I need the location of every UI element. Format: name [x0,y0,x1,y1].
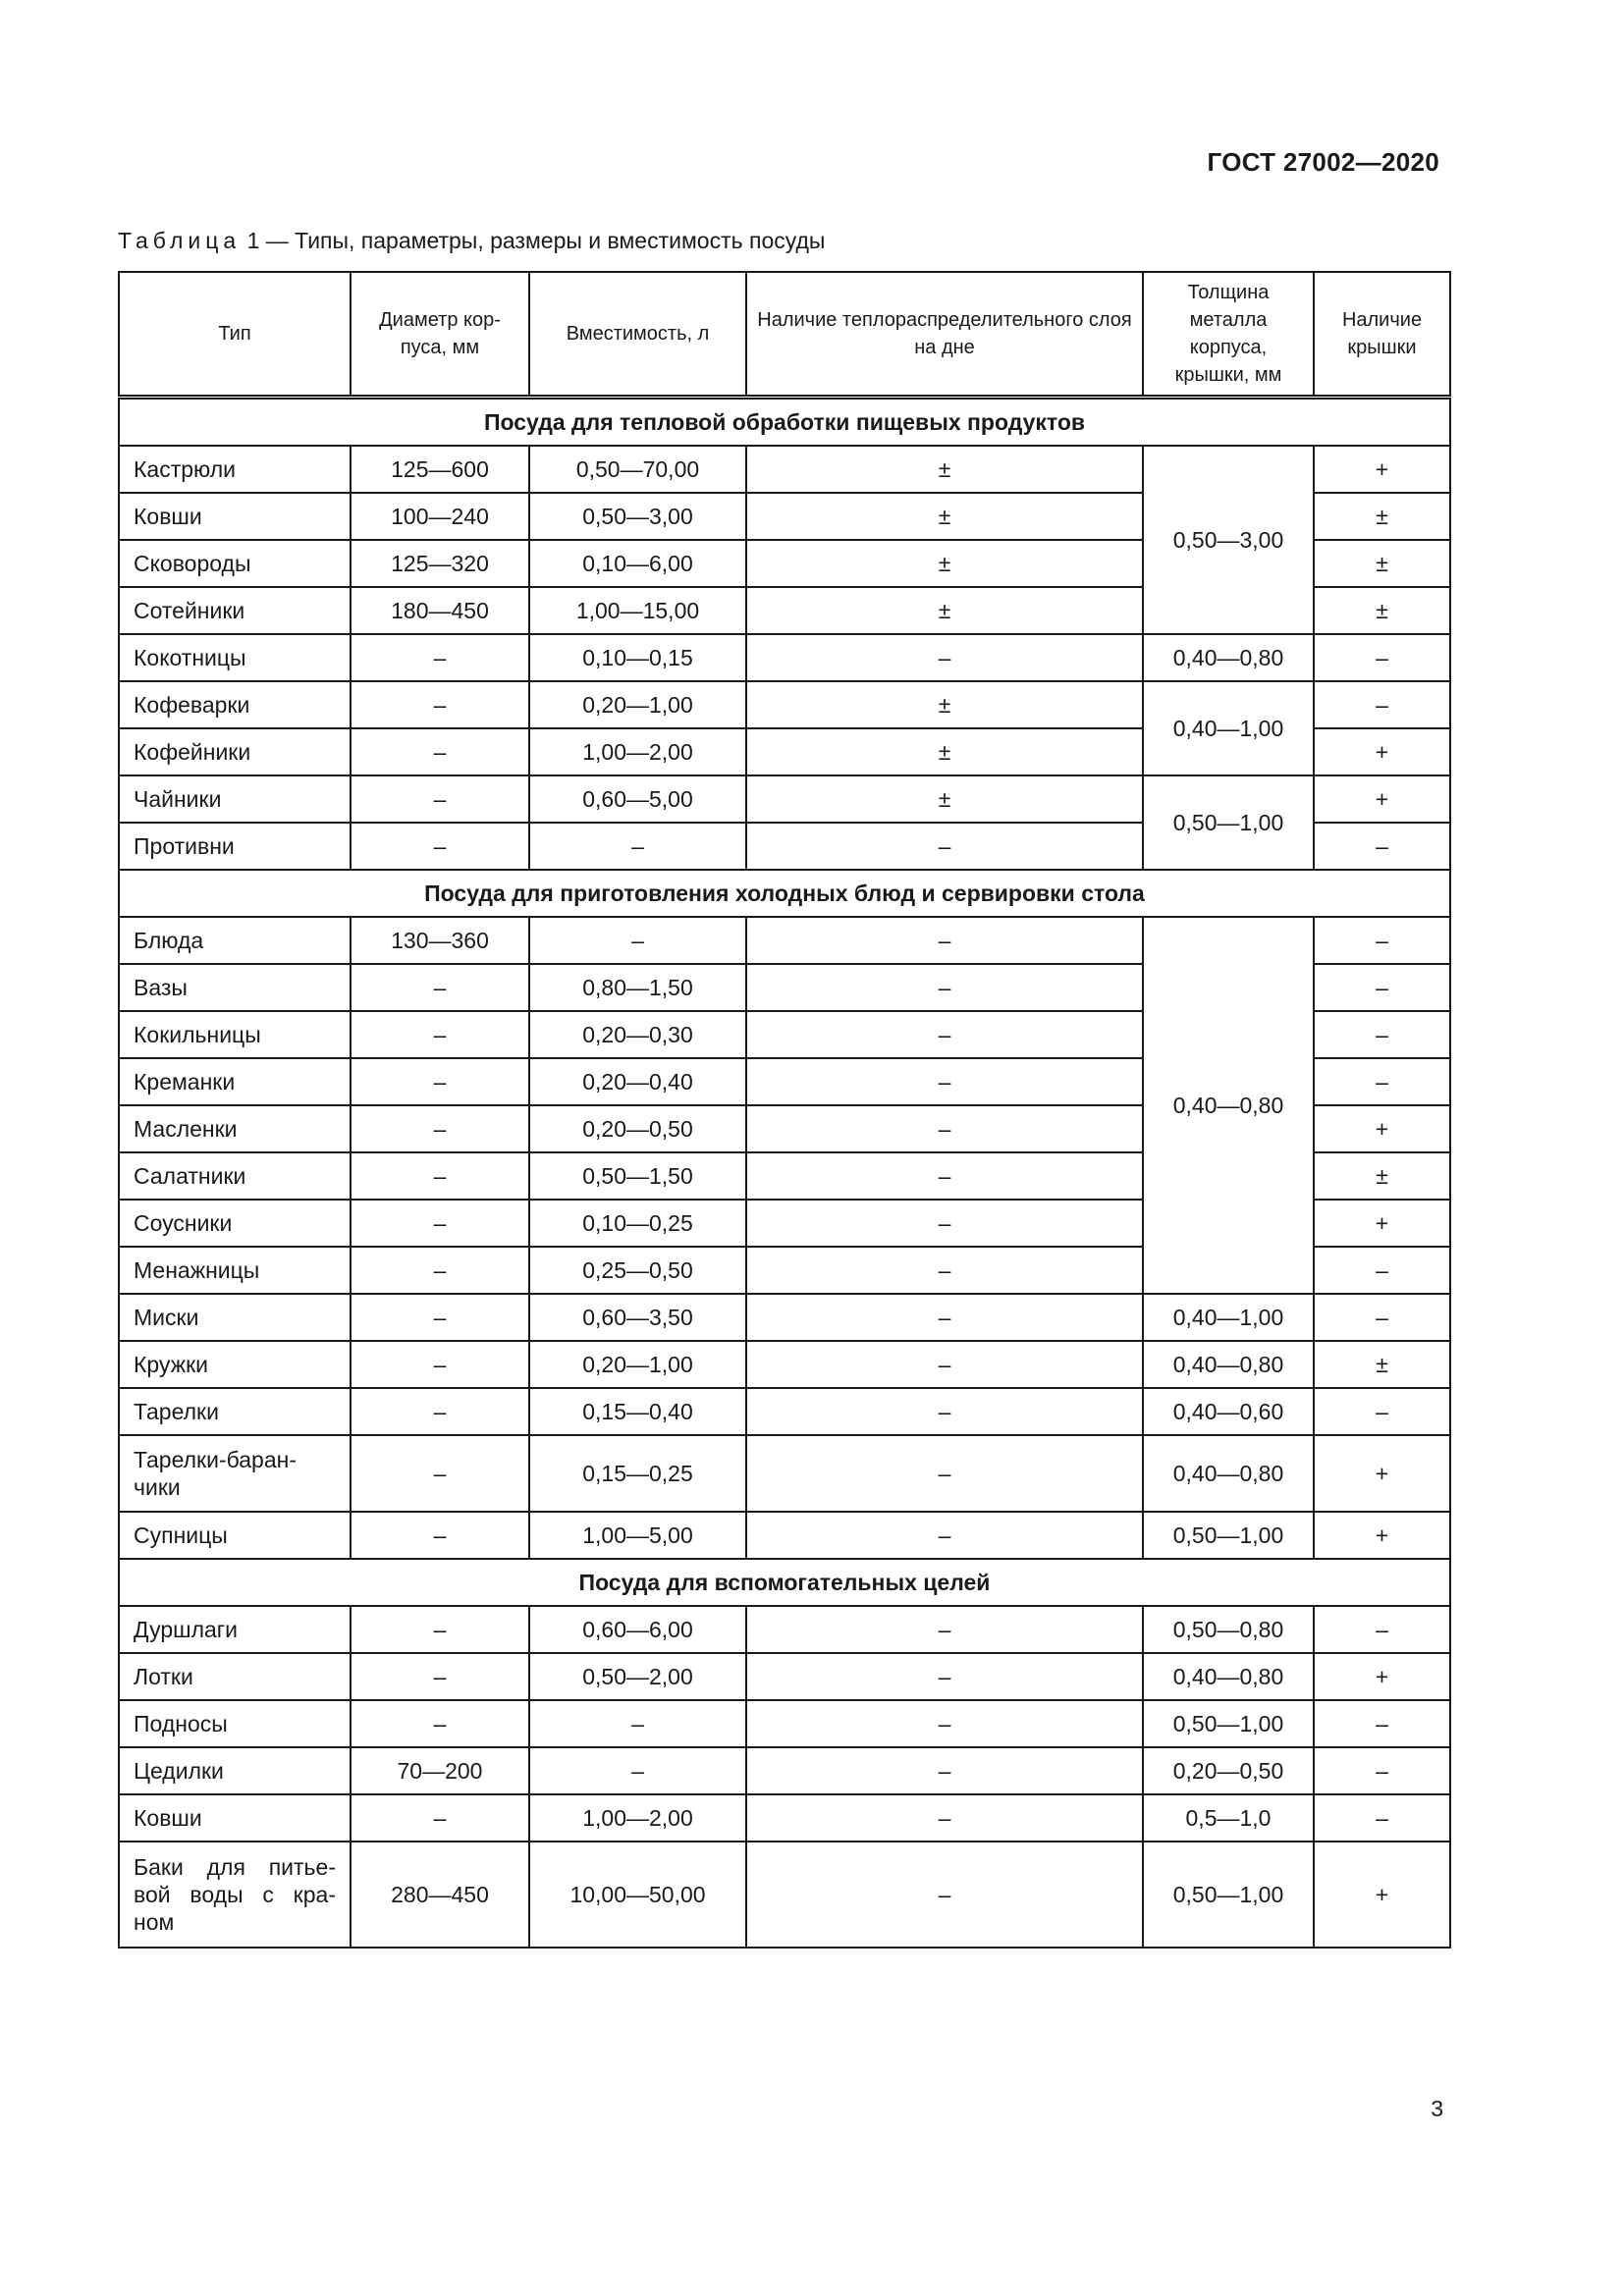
cell-type: Дуршлаги [119,1606,351,1653]
cell-heat-layer: – [746,1700,1143,1747]
cell-lid: – [1314,1700,1450,1747]
cell-lid: + [1314,1105,1450,1152]
section-title: Посуда для приготовления холодных блюд и сервировки стола [119,870,1450,917]
cell-heat-layer: – [746,634,1143,681]
table-row [119,681,1450,728]
column-header-diameter: Диаметр кор-пуса, мм [351,272,529,398]
column-header-thickness: Толщина металла корпуса, крышки, мм [1143,272,1314,398]
cell-thickness: 0,40—0,80 [1143,1435,1314,1512]
cell-diameter: 125—600 [351,446,529,493]
cell-lid: – [1314,1011,1450,1058]
cell-lid: + [1314,1842,1450,1948]
cell-heat-layer: – [746,1200,1143,1247]
cell-capacity: 0,25—0,50 [529,1247,746,1294]
section-row [119,870,1450,917]
cell-type: Супницы [119,1512,351,1559]
cell-capacity: 0,10—6,00 [529,540,746,587]
cell-heat-layer: – [746,1794,1143,1842]
table-row [119,1842,1450,1948]
cell-lid: – [1314,1794,1450,1842]
cell-type: Кофеварки [119,681,351,728]
cell-thickness: 0,50—0,80 [1143,1606,1314,1653]
cell-capacity: 0,20—0,30 [529,1011,746,1058]
cell-type: Креманки [119,1058,351,1105]
cell-heat-layer: ± [746,728,1143,775]
cell-thickness: 0,40—1,00 [1143,681,1314,775]
cell-lid: + [1314,1435,1450,1512]
cell-heat-layer: ± [746,681,1143,728]
cell-lid: – [1314,823,1450,870]
cell-type: Блюда [119,917,351,964]
table-row [119,1700,1450,1747]
cell-diameter: – [351,681,529,728]
cell-capacity: 0,50—70,00 [529,446,746,493]
cell-diameter: – [351,964,529,1011]
cell-type: Менажницы [119,1247,351,1294]
column-header-heat-layer: Наличие теплораспределительного слоя на дне [746,272,1143,398]
cell-thickness: 0,40—0,80 [1143,1653,1314,1700]
cell-heat-layer: ± [746,446,1143,493]
column-header-lid: Наличие крышки [1314,272,1450,398]
column-header-type: Тип [119,272,351,398]
table-row [119,1653,1450,1700]
cell-lid: – [1314,681,1450,728]
cell-thickness: 0,40—1,00 [1143,1294,1314,1341]
table-row [119,1512,1450,1559]
cell-capacity: 0,50—3,00 [529,493,746,540]
cell-diameter: – [351,1794,529,1842]
cell-heat-layer: – [746,1435,1143,1512]
cell-type: Кокильницы [119,1011,351,1058]
cell-lid: – [1314,1294,1450,1341]
cell-type: Баки для питье-вой воды с кра-ном [119,1842,351,1948]
cell-type: Сотейники [119,587,351,634]
cell-capacity: 0,20—1,00 [529,1341,746,1388]
cell-thickness: 0,50—1,00 [1143,775,1314,870]
cell-diameter: – [351,1011,529,1058]
cell-capacity: 0,15—0,25 [529,1435,746,1512]
cell-heat-layer: – [746,1058,1143,1105]
cell-thickness: 0,40—0,80 [1143,917,1314,1294]
cell-diameter: – [351,634,529,681]
cell-capacity: 0,10—0,25 [529,1200,746,1247]
cell-heat-layer: – [746,1388,1143,1435]
cell-lid: ± [1314,493,1450,540]
cell-diameter: 280—450 [351,1842,529,1948]
cell-capacity: 10,00—50,00 [529,1842,746,1948]
cell-capacity: 0,50—2,00 [529,1653,746,1700]
table-row [119,1341,1450,1388]
cell-diameter: – [351,1105,529,1152]
table-caption [118,228,825,254]
cell-diameter: – [351,728,529,775]
cell-lid: – [1314,1058,1450,1105]
cell-heat-layer: – [746,1294,1143,1341]
cell-type: Тарелки-баран-чики [119,1435,351,1512]
cell-heat-layer: – [746,1606,1143,1653]
cell-lid: + [1314,775,1450,823]
cell-heat-layer: – [746,1512,1143,1559]
cell-type: Лотки [119,1653,351,1700]
cell-diameter: – [351,1700,529,1747]
cell-diameter: – [351,1294,529,1341]
cell-type: Кружки [119,1341,351,1388]
table-row [119,1294,1450,1341]
cell-capacity: – [529,1700,746,1747]
cell-diameter: – [351,1200,529,1247]
cell-type: Тарелки [119,1388,351,1435]
cell-lid: + [1314,1200,1450,1247]
cell-capacity: 0,60—3,50 [529,1294,746,1341]
page-number: 3 [1431,2096,1443,2121]
cell-heat-layer: – [746,917,1143,964]
cell-thickness: 0,50—1,00 [1143,1512,1314,1559]
cell-lid: – [1314,964,1450,1011]
cell-capacity: 1,00—2,00 [529,1794,746,1842]
table-row [119,1794,1450,1842]
cell-diameter: 100—240 [351,493,529,540]
cell-capacity: 0,20—0,40 [529,1058,746,1105]
cell-diameter: – [351,1653,529,1700]
cell-type: Миски [119,1294,351,1341]
cell-capacity: 0,60—5,00 [529,775,746,823]
cell-lid: – [1314,1247,1450,1294]
cell-diameter: – [351,1435,529,1512]
cell-thickness: 0,5—1,0 [1143,1794,1314,1842]
table-row [119,1435,1450,1512]
section-row [119,398,1450,447]
cell-diameter: – [351,1388,529,1435]
cell-type: Ковши [119,1794,351,1842]
cell-lid: ± [1314,1152,1450,1200]
cell-capacity: 1,00—15,00 [529,587,746,634]
cell-type: Сковороды [119,540,351,587]
cell-type: Масленки [119,1105,351,1152]
cell-type: Соусники [119,1200,351,1247]
cell-lid: – [1314,917,1450,964]
section-title: Посуда для вспомогательных целей [119,1559,1450,1606]
cell-lid: – [1314,1606,1450,1653]
cell-diameter: 70—200 [351,1747,529,1794]
cell-lid: ± [1314,540,1450,587]
cell-capacity: 0,15—0,40 [529,1388,746,1435]
cell-type: Противни [119,823,351,870]
cell-diameter: – [351,1058,529,1105]
table-header-row [119,272,1450,398]
cell-type: Подносы [119,1700,351,1747]
cell-heat-layer: – [746,1105,1143,1152]
cell-lid: + [1314,1653,1450,1700]
table-row [119,917,1450,964]
cell-type: Салатники [119,1152,351,1200]
cell-diameter: 180—450 [351,587,529,634]
cell-heat-layer: – [746,1247,1143,1294]
cell-lid: + [1314,728,1450,775]
cell-capacity: 0,10—0,15 [529,634,746,681]
cell-heat-layer: ± [746,493,1143,540]
cell-diameter: 130—360 [351,917,529,964]
cell-diameter: – [351,1606,529,1653]
cell-type: Ковши [119,493,351,540]
table-row [119,446,1450,493]
cell-type: Вазы [119,964,351,1011]
cell-thickness: 0,50—1,00 [1143,1842,1314,1948]
cell-capacity: 0,20—0,50 [529,1105,746,1152]
cell-heat-layer: – [746,1747,1143,1794]
cell-capacity: – [529,917,746,964]
cell-type: Кастрюли [119,446,351,493]
cell-type: Цедилки [119,1747,351,1794]
cell-heat-layer: ± [746,587,1143,634]
cell-thickness: 0,40—0,60 [1143,1388,1314,1435]
cell-lid: – [1314,1388,1450,1435]
cell-lid: + [1314,446,1450,493]
cell-lid: – [1314,634,1450,681]
cell-heat-layer: – [746,1011,1143,1058]
cell-type: Кофейники [119,728,351,775]
column-header-capacity: Вместимость, л [529,272,746,398]
cell-capacity: 0,80—1,50 [529,964,746,1011]
section-title: Посуда для тепловой обработки пищевых продуктов [119,398,1450,447]
cell-diameter: – [351,775,529,823]
cell-capacity: 0,50—1,50 [529,1152,746,1200]
table-caption-text: 1 — Типы, параметры, размеры и вместимость посуды [246,228,826,253]
cell-heat-layer: – [746,964,1143,1011]
cell-heat-layer: ± [746,540,1143,587]
cell-diameter: 125—320 [351,540,529,587]
table-row [119,775,1450,823]
cell-lid: ± [1314,1341,1450,1388]
cell-capacity: – [529,823,746,870]
cell-heat-layer: – [746,1152,1143,1200]
cell-lid: + [1314,1512,1450,1559]
cell-capacity: – [529,1747,746,1794]
cookware-table [118,271,1451,1949]
cell-diameter: – [351,1341,529,1388]
cell-diameter: – [351,1152,529,1200]
cell-capacity: 0,60—6,00 [529,1606,746,1653]
cell-type: Чайники [119,775,351,823]
cell-heat-layer: ± [746,775,1143,823]
document-code: ГОСТ 27002—2020 [1207,147,1439,177]
cell-lid: ± [1314,587,1450,634]
table-row [119,634,1450,681]
cell-thickness: 0,50—1,00 [1143,1700,1314,1747]
cell-heat-layer: – [746,1842,1143,1948]
section-row [119,1559,1450,1606]
cell-heat-layer: – [746,1653,1143,1700]
cell-thickness: 0,40—0,80 [1143,634,1314,681]
table-caption-label: Таблица [118,228,242,253]
table-row [119,1747,1450,1794]
cell-heat-layer: – [746,823,1143,870]
cell-diameter: – [351,1247,529,1294]
cell-capacity: 1,00—5,00 [529,1512,746,1559]
table-row [119,1388,1450,1435]
cell-thickness: 0,50—3,00 [1143,446,1314,634]
cell-thickness: 0,20—0,50 [1143,1747,1314,1794]
cell-capacity: 1,00—2,00 [529,728,746,775]
cell-capacity: 0,20—1,00 [529,681,746,728]
cell-diameter: – [351,823,529,870]
cell-thickness: 0,40—0,80 [1143,1341,1314,1388]
cell-lid: – [1314,1747,1450,1794]
cell-diameter: – [351,1512,529,1559]
cell-heat-layer: – [746,1341,1143,1388]
cell-type: Кокотницы [119,634,351,681]
table-row [119,1606,1450,1653]
